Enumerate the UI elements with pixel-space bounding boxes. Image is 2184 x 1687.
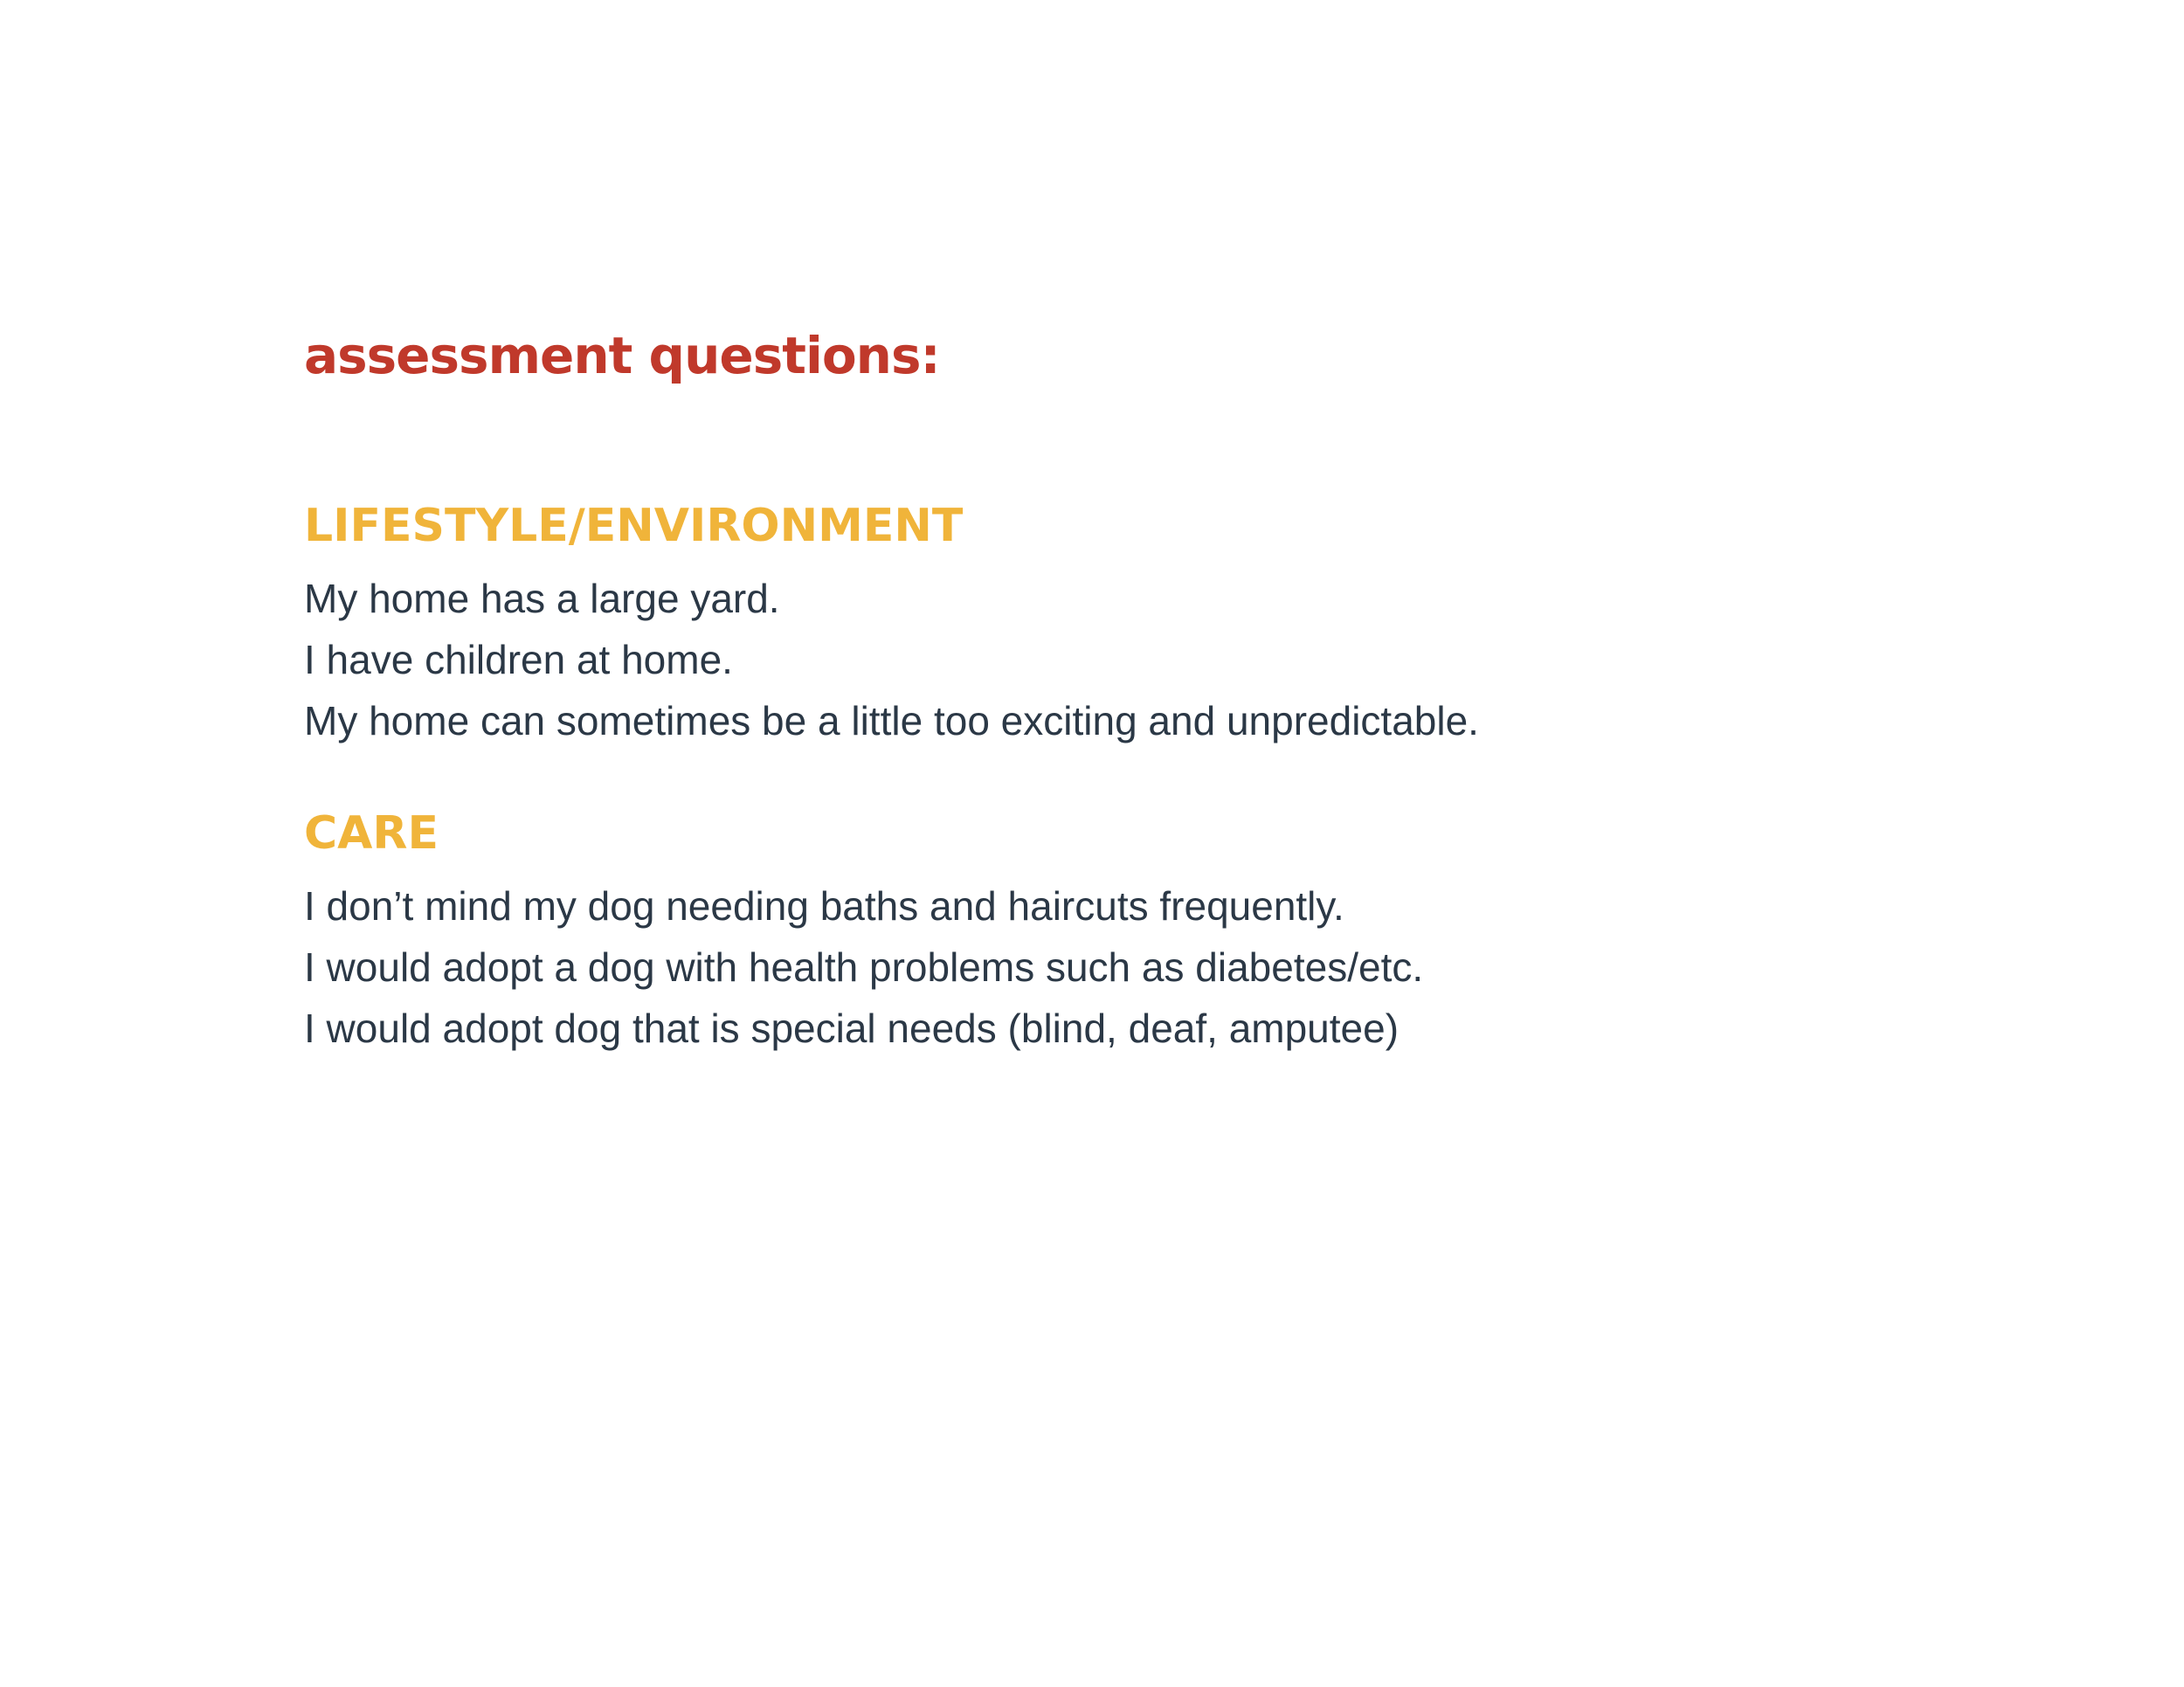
question-item: I would adopt a dog with health problems such as diabetes/etc. [304,944,1424,990]
section-heading-lifestyle: LIFESTYLE/ENVIRONMENT [304,500,964,552]
section-care [304,807,1424,1059]
section-lifestyle-environment [304,500,1479,751]
question-list-care [304,875,1423,1059]
question-item: I would adopt dog that is special needs (blind, deaf, amputee) [304,1006,1400,1051]
question-item: I have children at home. [304,637,733,682]
assessment-content [304,326,1964,1051]
question-item: I don’t mind my dog needing baths and haircuts frequently. [304,883,1344,929]
question-item: My home can sometimes be a little too exciting and unpredictable. [304,698,1479,743]
question-list-lifestyle [304,568,1479,751]
section-heading-care: CARE [304,807,439,860]
page-title: assessment questions: [304,326,940,385]
question-item: My home has a large yard. [304,576,780,621]
